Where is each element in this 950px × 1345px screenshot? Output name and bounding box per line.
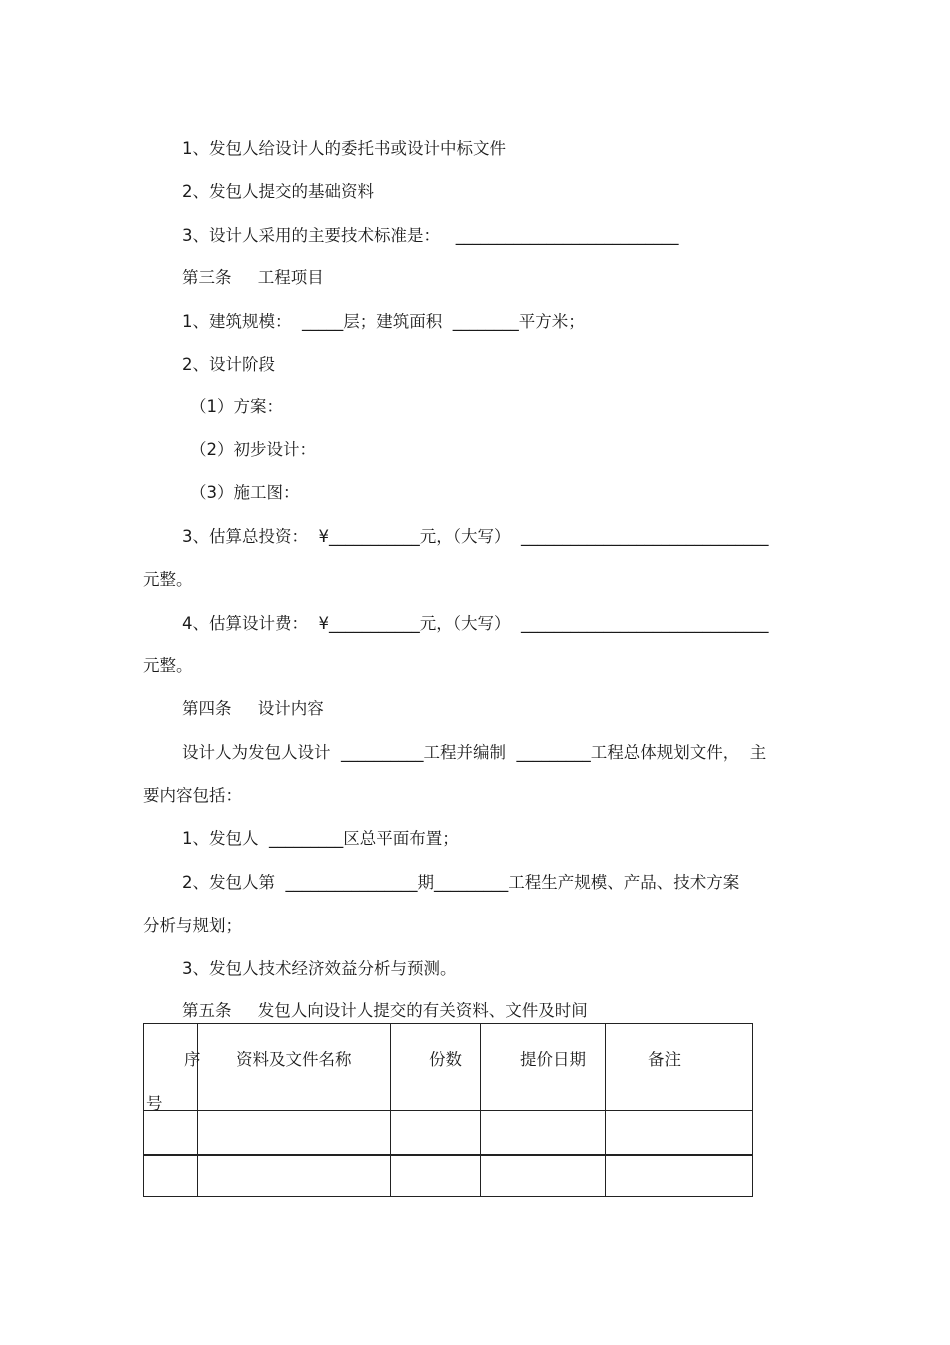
text-line: 设计人为发包人设计 __________工程并编制 _________工程总体规划文件， 主 [182, 743, 767, 762]
header-name: 资料及文件名称 [236, 1050, 352, 1069]
text-line: 3、发包人技术经济效益分析与预测。 [182, 959, 457, 978]
table-cell[interactable] [391, 1155, 481, 1197]
section-heading: 第三条 工程项目 [182, 268, 324, 287]
text-line: 要内容包括： [143, 786, 242, 805]
header-cell-seq [144, 1024, 201, 1113]
text-line: （1）方案： [190, 397, 283, 416]
header-seq-top: 序 [184, 1050, 201, 1069]
text-line: 2、设计阶段 [182, 355, 275, 374]
table-cell[interactable] [606, 1155, 753, 1197]
text-line: 1、发包人给设计人的委托书或设计中标文件 [182, 139, 506, 158]
text-line: 2、发包人第 ________________期_________工程生产规模、产品、技术方案 [182, 873, 740, 892]
table-row [144, 1155, 753, 1197]
table-cell[interactable] [481, 1155, 606, 1197]
text-line: （2）初步设计： [190, 440, 316, 459]
table-cell[interactable] [391, 1111, 481, 1155]
header-cell-note [606, 1024, 753, 1111]
header-seq-bottom: 号 [146, 1094, 163, 1113]
table-cell[interactable] [144, 1155, 198, 1197]
text-line: 2、发包人提交的基础资料 [182, 182, 374, 201]
header-note: 备注 [648, 1050, 681, 1069]
table-row [144, 1111, 753, 1155]
text-line: 3、设计人采用的主要技术标准是： ___________________________ [182, 226, 679, 245]
text-line: 分析与规划； [143, 916, 242, 935]
table-cell[interactable] [198, 1111, 391, 1155]
text-line: 元整。 [143, 570, 193, 589]
text-line: 1、发包人 _________区总平面布置； [182, 829, 459, 848]
table-cell[interactable] [481, 1111, 606, 1155]
section-heading: 第四条 设计内容 [182, 699, 324, 718]
materials-table [143, 1023, 753, 1197]
header-cell-copies [391, 1024, 481, 1111]
header-date: 提价日期 [520, 1050, 586, 1069]
table-cell[interactable] [606, 1111, 753, 1155]
section-heading: 第五条 发包人向设计人提交的有关资料、文件及时间 [182, 1001, 588, 1020]
text-line: 4、估算设计费： ¥___________元，（大写） ______________________________ [182, 614, 769, 633]
table-cell[interactable] [144, 1111, 198, 1155]
text-line: 元整。 [143, 656, 193, 675]
header-cell-date [481, 1024, 606, 1111]
header-copies: 份数 [429, 1050, 462, 1069]
text-line: （3）施工图： [190, 483, 300, 502]
table-cell[interactable] [198, 1155, 391, 1197]
header-cell-name [198, 1024, 391, 1111]
text-line: 1、建筑规模： _____层；建筑面积 ________平方米； [182, 312, 585, 331]
table-header-row [144, 1024, 753, 1111]
text-line: 3、估算总投资： ¥___________元，（大写） ______________________________ [182, 527, 769, 546]
